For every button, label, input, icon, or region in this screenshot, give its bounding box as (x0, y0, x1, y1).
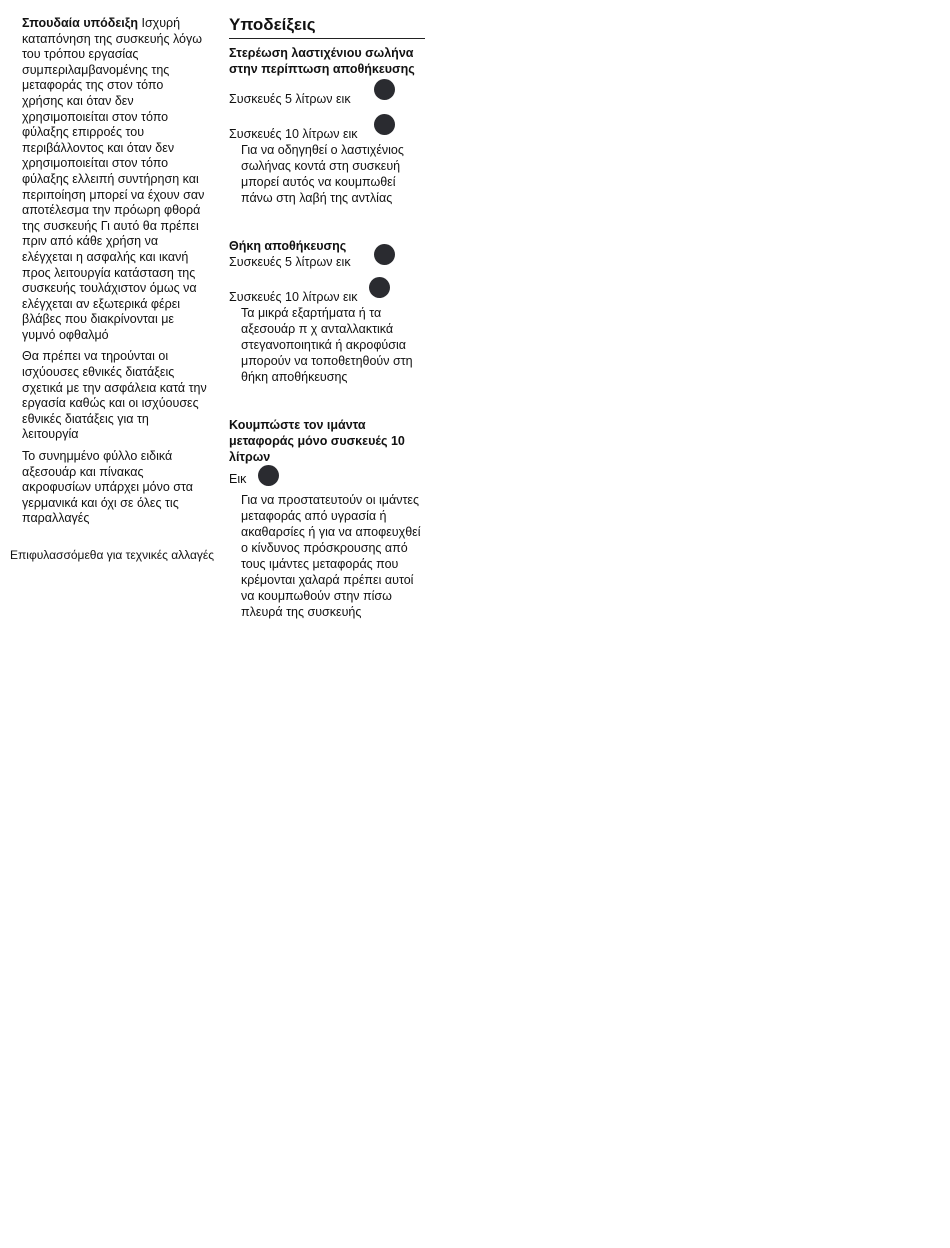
compartment-5l-line (229, 254, 425, 270)
carrying-strap-text: Για να προστατευτούν οι ιμάντες μεταφοράς από υγρασία ή ακαθαρσίες ή για να αποφευχθεί ο κίνδυνος πρόσκρουσης από τους ιμάντες μεταφοράς που κρέμονται χαλαρά πρέπει αυτοί να κουμπωθούν στην πίσω πλευρά της συσκευής (241, 493, 421, 619)
left-column (22, 16, 208, 533)
page-title: Υποδείξεις (229, 14, 425, 39)
hose-5l-line (229, 91, 425, 107)
figure-marker-icon (369, 277, 390, 298)
compartment-10l-label: Συσκευές 10 λίτρων εικ (229, 290, 358, 304)
hose-storage-heading: Στερέωση λαστιχένιου σωλήνα στην περίπτωση αποθήκευσης (229, 46, 415, 76)
strap-figure-label: Εικ (229, 472, 247, 486)
hose-10l-line (229, 126, 425, 142)
figure-marker-icon (374, 114, 395, 135)
important-note-label: Σπουδαία υπόδειξη (22, 16, 138, 30)
hose-5l-label: Συσκευές 5 λίτρων εικ (229, 92, 351, 106)
hose-storage-text: Για να οδηγηθεί ο λαστιχένιος σωλήνας κοντά στη συσκευή μπορεί αυτός να κουμπωθεί πάνω στη λαβή της αντλίας (241, 143, 404, 205)
compartment-10l-line (229, 289, 425, 305)
compartment-5l-label: Συσκευές 5 λίτρων εικ (229, 255, 351, 269)
hose-10l-label: Συσκευές 10 λίτρων εικ (229, 127, 358, 141)
important-note-text: Ισχυρή καταπόνηση της συσκευής λόγω του τρόπου εργασίας συμπεριλαμβανομένης της μεταφοράς της στον τόπο χρήσης και όταν δεν χρησιμοποιείται στον τόπο φύλαξης επιρροές του περιβάλλοντος και όταν δεν χρησιμοποιείται στον τόπο φύλαξης ελλειπή συντήρηση και περιποίηση μπορεί να έχουν σαν αποτέλεσμα την πρόωρη φθορά της συσκευής Γι αυτό θα πρέπει πριν από κάθε χρήση να ελέγχεται η ασφαλής και ικανή προς λειτουργία κατάσταση της συσκευής τουλάχιστον όμως να ελέγχεται αν εξωτερικά φέρει βλάβες που διακρίνονται με γυμνό οφθαλμό (22, 16, 205, 342)
storage-compartment-text: Τα μικρά εξαρτήματα ή τα αξεσουάρ π χ ανταλλακτικά στεγανοποιητικά ή ακροφύσια μπορούν να τοποθετηθούν στη θήκη αποθήκευσης (241, 306, 413, 384)
right-column (229, 14, 425, 620)
important-note (22, 16, 208, 343)
strap-figure-line (229, 471, 425, 487)
figure-marker-icon (258, 465, 279, 486)
technical-changes-footer: Επιφυλασσόμεθα για τεχνικές αλλαγές (10, 548, 215, 562)
safety-regulations-note: Θα πρέπει να τηρούνται οι ισχύουσες εθνικές διατάξεις σχετικά με την ασφάλεια κατά την εργασία καθώς και οι ισχύουσες εθνικές διατάξεις για τη λειτουργία (22, 349, 207, 442)
figure-marker-icon (374, 244, 395, 265)
figure-marker-icon (374, 79, 395, 100)
storage-compartment-heading: Θήκη αποθήκευσης (229, 239, 347, 253)
carrying-strap-heading: Κουμπώστε τον ιμάντα μεταφοράς μόνο συσκευές 10 λίτρων (229, 418, 405, 464)
accessories-sheet-note: Το συνημμένο φύλλο ειδικά αξεσουάρ και πίνακας ακροφυσίων υπάρχει μόνο στα γερμανικά και όχι σε όλες τις παραλλαγές (22, 449, 193, 526)
